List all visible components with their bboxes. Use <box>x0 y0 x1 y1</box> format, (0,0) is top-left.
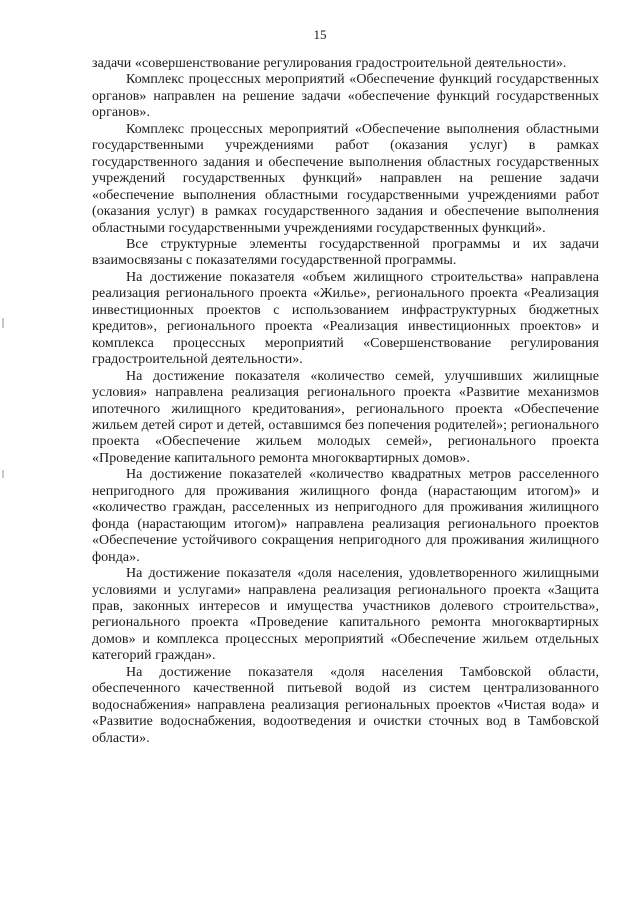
scan-edge-mark-lower <box>2 470 4 478</box>
paragraph-clean-water-supply: На достижение показателя «доля населения Тамбовской области, обеспеченного качественной питьевой водой из систем централизованного водоснабжения» направлена реализация региональных проектов «Чистая вода» и «Развитие водоснабжения, водоотведения и очистки сточных вод в Тамбовской области». <box>92 664 599 746</box>
paragraph-task-continuation: задачи «совершенствование регулирования градостроительной деятельности». <box>92 56 567 71</box>
document-body <box>92 56 599 747</box>
paragraph-families-improved-housing: На достижение показателя «количество семей, улучшивших жилищные условия» направлена реализация регионального проекта «Развитие механизмов ипотечного жилищного кредитования», регионального проекта «Обеспечение жильем детей сирот и детей, оставшимся без попечения родителей»; регионального проекта «Обеспечение жильем молодых семей», регионального проекта «Проведение капитального ремонта многоквартирных домов». <box>92 368 599 466</box>
page-number: 15 <box>313 27 327 42</box>
paragraph-housing-construction-volume: На достижение показателя «объем жилищного строительства» направлена реализация регионального проекта «Жилье», регионального проекта «Реализация инвестиционных проектов с использованием инфраструктурных бюджетных кредитов», регионального проекта «Реализация инвестиционных проектов» и комплекса процессных мероприятий «Совершенствование регулирования градостроительной деятельности». <box>92 269 599 368</box>
paragraph-regional-institutions: Комплекс процессных мероприятий «Обеспечение выполнения областными государственными учреждениями работ (оказания услуг) в рамках государственного задания и обеспечение выполнения областных государственных учреждений государственных функций» направлен на решение задачи «обеспечение выполнения областными государственными учреждениями работ (оказания услуг) в рамках государственного задания и обеспечение выполнения областными государственными учреждениями государственных функций». <box>92 121 599 236</box>
paragraph-resettled-housing-stock: На достижение показателей «количество квадратных метров расселенного непригодного для проживания жилищного фонда (нарастающим итогом)» и «количество граждан, расселенных из непригодного для проживания жилищного фонда (нарастающим итогом)» направлена реализация регионального проектов «Обеспечение устойчивого сокращения непригодного для проживания жилищного фонда». <box>92 467 599 565</box>
paragraph-functions-of-state-bodies: Комплекс процессных мероприятий «Обеспечение функций государственных органов» направлен на решение задачи «обеспечение функций государственных органов». <box>92 72 599 121</box>
scan-edge-mark-upper <box>2 318 4 328</box>
paragraph-structural-elements: Все структурные элементы государственной программы и их задачи взаимосвязаны с показателями государственной программы. <box>92 236 599 269</box>
paragraph-population-satisfied: На достижение показателя «доля населения, удовлетворенного жилищными условиями и услугами» направлена реализация регионального проекта «Защита прав, законных интересов и имущества участников долевого строительства», регионального проекта «Проведение капитального ремонта многоквартирных домов» и комплекса процессных мероприятий «Обеспечение жильем отдельных категорий граждан». <box>92 566 599 664</box>
